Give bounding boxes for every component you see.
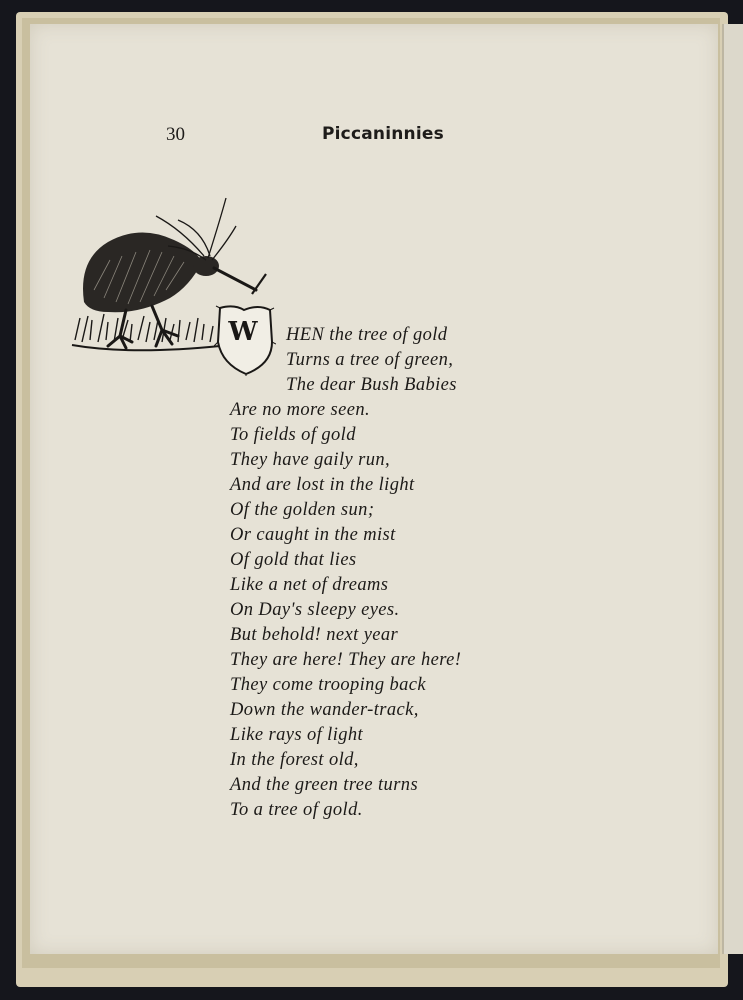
poem-line: Down the wander-track, [230,700,419,720]
poem-line: To a tree of gold. [230,800,363,820]
poem-line: Of gold that lies [230,550,357,570]
page-number: 30 [166,124,185,145]
poem-line: Turns a tree of green, [286,350,454,370]
poem-line: They are here! They are here! [230,650,462,670]
poem-line: But behold! next year [230,625,399,645]
poem-line: Or caught in the mist [230,525,396,545]
poem-line: Are no more seen. [230,400,371,420]
poem-line: They have gaily run, [230,450,391,470]
poem-line: HEN the tree of gold [286,325,448,345]
poem-line: Like a net of dreams [230,575,389,595]
running-title: Piccaninnies [322,124,444,144]
poem-line: They come trooping back [230,675,427,695]
poem-line: In the forest old, [230,750,359,770]
poem-line: And the green tree turns [230,775,419,795]
poem-line: And are lost in the light [230,475,415,495]
poem-line: On Day's sleepy eyes. [230,600,400,620]
drop-cap-letter: W [228,317,258,347]
poem-line: The dear Bush Babies [286,375,457,395]
poem-line: To fields of gold [230,425,356,445]
poem-line: Like rays of light [230,725,364,745]
poem-line: Of the golden sun; [230,500,375,520]
